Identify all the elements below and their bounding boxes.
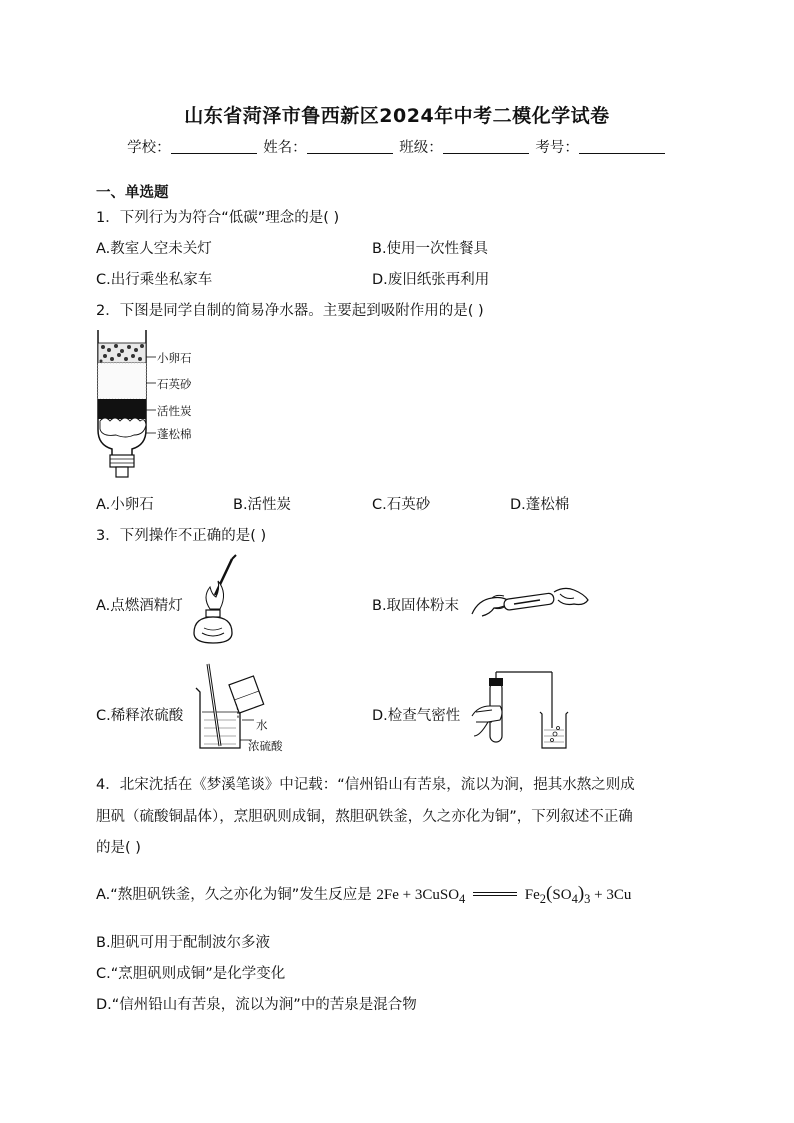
school-blank: [171, 139, 257, 154]
q1-option-d: D.废旧纸张再利用: [372, 272, 490, 288]
q4-option-d: D.“信州铅山有苦泉，流以为涧”中的苦泉是混合物: [96, 997, 417, 1013]
label-quartz-sand: 石英砂: [157, 377, 192, 391]
exam-number-blank: [579, 139, 665, 154]
q2-option-b: B.活性炭: [233, 497, 292, 513]
name-blank: [307, 139, 393, 154]
q4-option-c: C.“烹胆矾则成铜”是化学变化: [96, 966, 286, 982]
q4-stem-line-3: 的是( ): [96, 840, 141, 856]
q2-stem: 2．下图是同学自制的简易净水器。主要起到吸附作用的是( ): [96, 303, 484, 319]
q4-option-a: [96, 883, 631, 907]
q4-option-a-text: A.“熬胆矾铁釜，久之亦化为铜”发生反应是: [96, 887, 372, 903]
reaction-equation: 2Fe + 3CuSO$_4$ $Fe_2(SO_4)_3 + 3Cu$: [376, 883, 632, 906]
label-cotton: 蓬松棉: [157, 427, 192, 441]
q1-stem: 1．下列行为为符合“低碳”理念的是( ): [96, 210, 340, 226]
q3-option-d: D.检查气密性: [372, 708, 461, 724]
section-heading: 一、单选题: [96, 185, 169, 201]
class-blank: [443, 139, 529, 154]
q4-stem-line-1: 4．北宋沈括在《梦溪笔谈》中记载：“信州铅山有苦泉，流以为涧，挹其水熬之则成: [96, 777, 635, 793]
exam-number-label: 考号：: [535, 140, 579, 156]
q3-option-b: B.取固体粉末: [372, 598, 460, 614]
q2-option-a: A.小卵石: [96, 497, 154, 513]
q3-stem: 3．下列操作不正确的是( ): [96, 528, 267, 544]
exam-title: 山东省菏泽市鲁西新区2024年中考二模化学试卷: [184, 105, 610, 127]
q2-option-d: D.蓬松棉: [510, 497, 570, 513]
q4-stem-line-2: 胆矾（硫酸铜晶体），烹胆矾则成铜，熬胆矾铁釜，久之亦化为铜”，下列叙述不正确: [96, 809, 633, 825]
student-info-line: [0, 136, 794, 157]
solid-powder-figure: [470, 582, 590, 622]
label-pebbles: 小卵石: [157, 351, 192, 365]
label-conc-sulfuric: 浓硫酸: [248, 739, 283, 753]
q3-option-a: A.点燃酒精灯: [96, 598, 183, 614]
name-label: 姓名：: [263, 140, 307, 156]
q2-option-c: C.石英砂: [372, 497, 431, 513]
q4-option-b: B.胆矾可用于配制波尔多液: [96, 935, 271, 951]
school-label: 学校：: [127, 140, 171, 156]
alcohol-lamp-figure: [190, 553, 250, 648]
class-label: 班级：: [399, 140, 443, 156]
label-water: 水: [256, 718, 268, 732]
q1-option-b: B.使用一次性餐具: [372, 241, 489, 257]
q1-option-c: C.出行乘坐私家车: [96, 272, 213, 288]
q1-option-a: A.教室人空未关灯: [96, 241, 212, 257]
q3-option-c: C.稀释浓硫酸: [96, 708, 184, 724]
airtightness-check-figure: [470, 672, 580, 752]
equals-sign-icon: [473, 892, 517, 896]
label-activated-carbon: 活性炭: [157, 404, 192, 418]
water-purifier-figure: [90, 325, 220, 485]
